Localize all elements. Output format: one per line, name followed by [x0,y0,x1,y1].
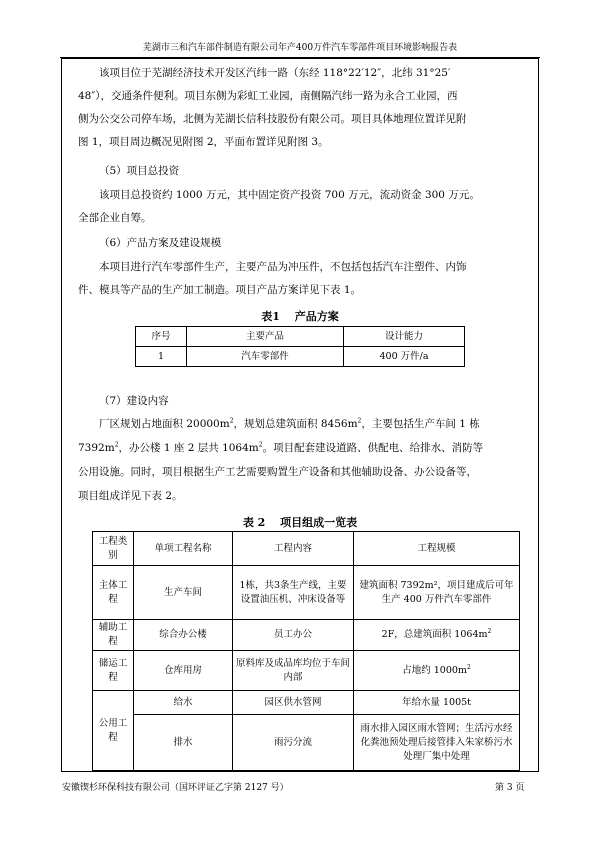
composition-table [92,531,520,771]
text-run: 2F，总建筑面积 1064m [381,629,488,640]
table2-caption: 表 2 项目组成一览表 [242,516,358,529]
paragraph-investment-2: 全部企业自筹。 [78,212,152,224]
table-cell: 排水 [134,715,233,771]
paragraph-location [78,62,528,85]
paragraph-construction-1 [78,413,528,436]
table1-caption: 表1 产品方案 [261,310,339,323]
table-row [93,566,520,620]
table-row [93,691,520,715]
paragraph-construction-2 [78,437,528,460]
superscript: 2 [357,417,362,425]
table-cell: 员工办公 [233,620,354,651]
table-cell: 仓库用房 [134,651,233,691]
text-run: ，规划总建筑面积 8456m [233,418,358,430]
superscript: 2 [114,441,119,449]
text-line: 侧为公交公司停车场，北侧为芜湖长信科技股份有限公司。项目具体地理位置详见附 [78,113,467,125]
heading-product: （6）产品方案及建设规模 [99,237,222,249]
table-row [136,347,465,367]
table-cell: 雨水排入园区雨水管网；生活污水经化粪池预处理后接管排入朱家桥污水处理厂集中处理 [354,715,520,771]
table-header: 序号 [136,327,187,347]
text-line: 图 1，项目周边概况见附图 2，平面布置详见附图 3。 [78,136,329,148]
paragraph-location-cont [78,85,528,154]
table-cell: 主体工程 [93,566,134,620]
table-header: 主要产品 [187,327,344,347]
page-header: 芜湖市三和汽车部件制造有限公司年产400万件汽车零部件项目环境影响报告表 [60,40,540,58]
superscript: 2 [466,663,471,671]
table-cell: 给水 [134,691,233,715]
heading-investment: （5）项目总投资 [99,165,180,177]
table-cell: 汽车零部件 [187,347,344,367]
table-header: 工程类别 [93,532,134,566]
product-table [135,326,465,367]
superscript: 2 [258,441,263,449]
paragraph-investment-1: 该项目总投资约 1000 万元，其中固定资产投资 700 万元，流动资金 300 万元。 [99,189,480,201]
text-run: 。项目配套建设道路、供配电、给排水、消防等 [262,442,484,454]
table-cell: 400 万件/a [344,347,465,367]
text-run: 7392m [78,442,115,454]
text-run: 占地约 1000m [402,664,467,676]
table-header: 单项工程名称 [134,532,233,566]
table-cell: 建筑面积 7392m²，项目建成后可年生产 400 万件汽车零部件 [354,566,520,620]
text-line: 该项目位于芜湖经济技术开发区汽纬一路（东经 118°22′12″，北纬 31°25′ [99,67,451,79]
text-line: 48″），交通条件便利。项目东侧为彩虹工业园，南侧隔汽纬一路为永合工业园，西 [78,90,458,102]
table-cell: 公用工程 [93,691,134,771]
superscript: 2 [487,627,492,635]
table-header: 工程内容 [233,532,354,566]
table-header: 设计能力 [344,327,465,347]
paragraph-product-2: 件、模具等产品的生产加工制造。项目产品方案详见下表 1。 [78,284,362,296]
table-cell: 园区供水管网 [233,691,354,715]
table-row [93,620,520,651]
paragraph-construction-3: 公用设施。同时，项目根据生产工艺需要购置生产设备和其他辅助设备、办公设备等， [78,466,477,478]
text-run: ，主要包括生产车间 1 栋 [361,418,480,430]
paragraph-construction-4: 项目组成详见下表 2。 [78,490,183,502]
table-cell: 综合办公楼 [134,620,233,651]
footer-company: 安徽锲杉环保科技有限公司（国环评证乙字第 2127 号） [62,783,289,793]
table-cell [354,620,520,651]
page-number: 第 3 页 [495,783,525,793]
text-run: ，办公楼 1 座 2 层共 1064m [118,442,259,454]
table-cell: 辅助工程 [93,620,134,651]
paragraph-product-1: 本项目进行汽车零部件生产，主要产品为冲压件，不包括包括汽车注塑件、内饰 [99,261,467,273]
table-row [93,651,520,691]
table-header: 工程规模 [354,532,520,566]
superscript: 2 [229,417,234,425]
table-cell: 年给水量 1005t [354,691,520,715]
table-row [93,715,520,771]
table-cell: 1栋，共3条生产线，主要设置油压机、冲床设备等 [233,566,354,620]
table-cell: 雨污分流 [233,715,354,771]
heading-construction: （7）建设内容 [99,395,169,407]
table-cell: 储运工程 [93,651,134,691]
table-cell: 1 [136,347,187,367]
text-run: 厂区规划占地面积 20000m [99,418,230,430]
table-cell [354,651,520,691]
table-cell: 生产车间 [134,566,233,620]
table-cell: 原料库及成品库均位于车间内部 [233,651,354,691]
